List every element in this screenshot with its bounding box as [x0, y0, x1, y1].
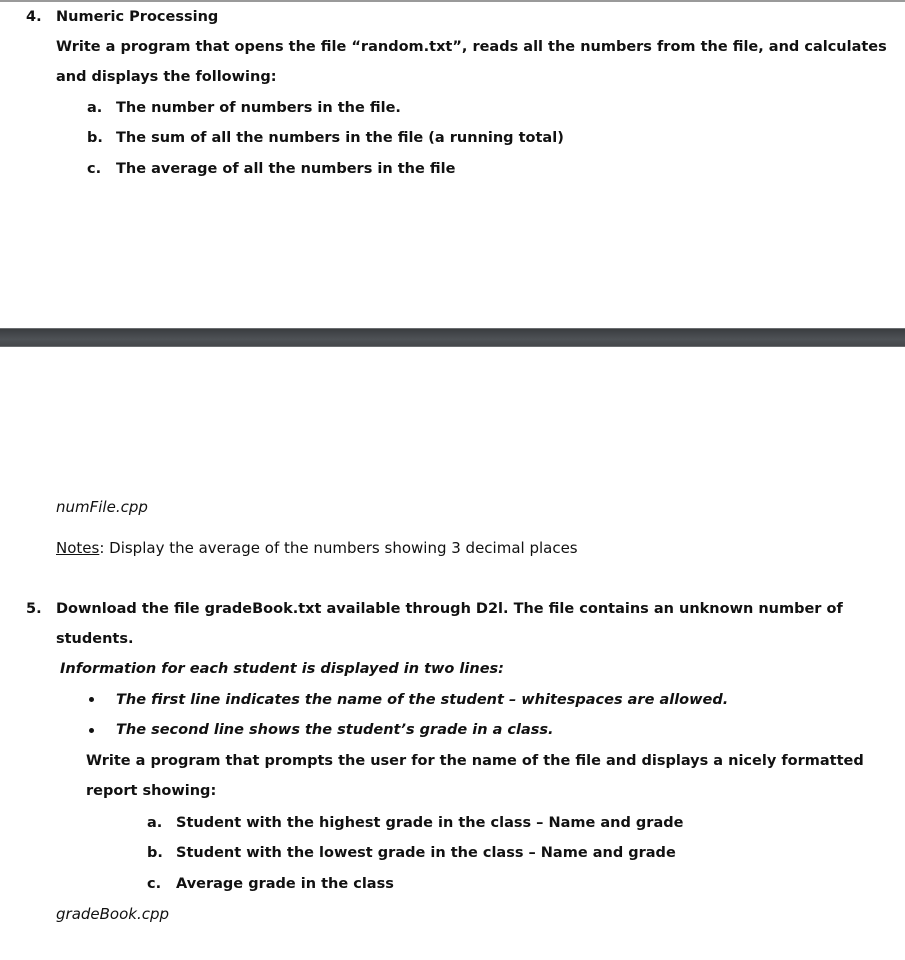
- q4-item: The number of numbers in the file.: [116, 100, 401, 116]
- q5-body-line: report showing:: [86, 783, 217, 799]
- q4-title: Numeric Processing: [56, 9, 219, 25]
- q5-info: Information for each student is displayed in two lines:: [60, 661, 504, 677]
- page-top-border: [0, 0, 905, 2]
- q5-intro-line: Download the file gradeBook.txt available through D2l. The file contains an unknown number of: [56, 601, 843, 617]
- q5-filename: gradeBook.cpp: [56, 905, 170, 923]
- notes-label: Notes: [56, 539, 100, 557]
- bullet-icon: [89, 697, 94, 702]
- q4-item-marker: c.: [87, 161, 102, 177]
- q5-bullet: The second line shows the student’s grade in a class.: [116, 722, 554, 738]
- q5-number: 5.: [26, 601, 42, 617]
- q5-item-marker: b.: [147, 845, 163, 861]
- q4-item: The average of all the numbers in the file: [116, 161, 456, 177]
- q5-item-marker: a.: [147, 815, 163, 831]
- q4-filename: numFile.cpp: [56, 498, 148, 516]
- q5-item-marker: c.: [147, 876, 162, 892]
- bullet-icon: [89, 728, 94, 733]
- q4-item: The sum of all the numbers in the file (a running total): [116, 130, 564, 146]
- q4-item-marker: b.: [87, 130, 103, 146]
- q5-item: Student with the lowest grade in the class – Name and grade: [176, 845, 676, 861]
- q5-item: Student with the highest grade in the class – Name and grade: [176, 815, 684, 831]
- q5-bullet: The first line indicates the name of the student – whitespaces are allowed.: [116, 692, 729, 708]
- notes-text: : Display the average of the numbers showing 3 decimal places: [99, 539, 578, 557]
- q5-intro-line: students.: [56, 631, 134, 647]
- q5-item: Average grade in the class: [176, 876, 394, 892]
- q4-notes: [56, 538, 578, 558]
- q4-body-line: and displays the following:: [56, 69, 277, 85]
- q5-body-line: Write a program that prompts the user for the name of the file and displays a nicely formatted: [86, 753, 864, 769]
- q4-item-marker: a.: [87, 100, 103, 116]
- q4-body-line: Write a program that opens the file “random.txt”, reads all the numbers from the file, and calculates: [56, 39, 887, 55]
- page-separator-bar: [0, 328, 905, 347]
- q4-number: 4.: [26, 9, 42, 25]
